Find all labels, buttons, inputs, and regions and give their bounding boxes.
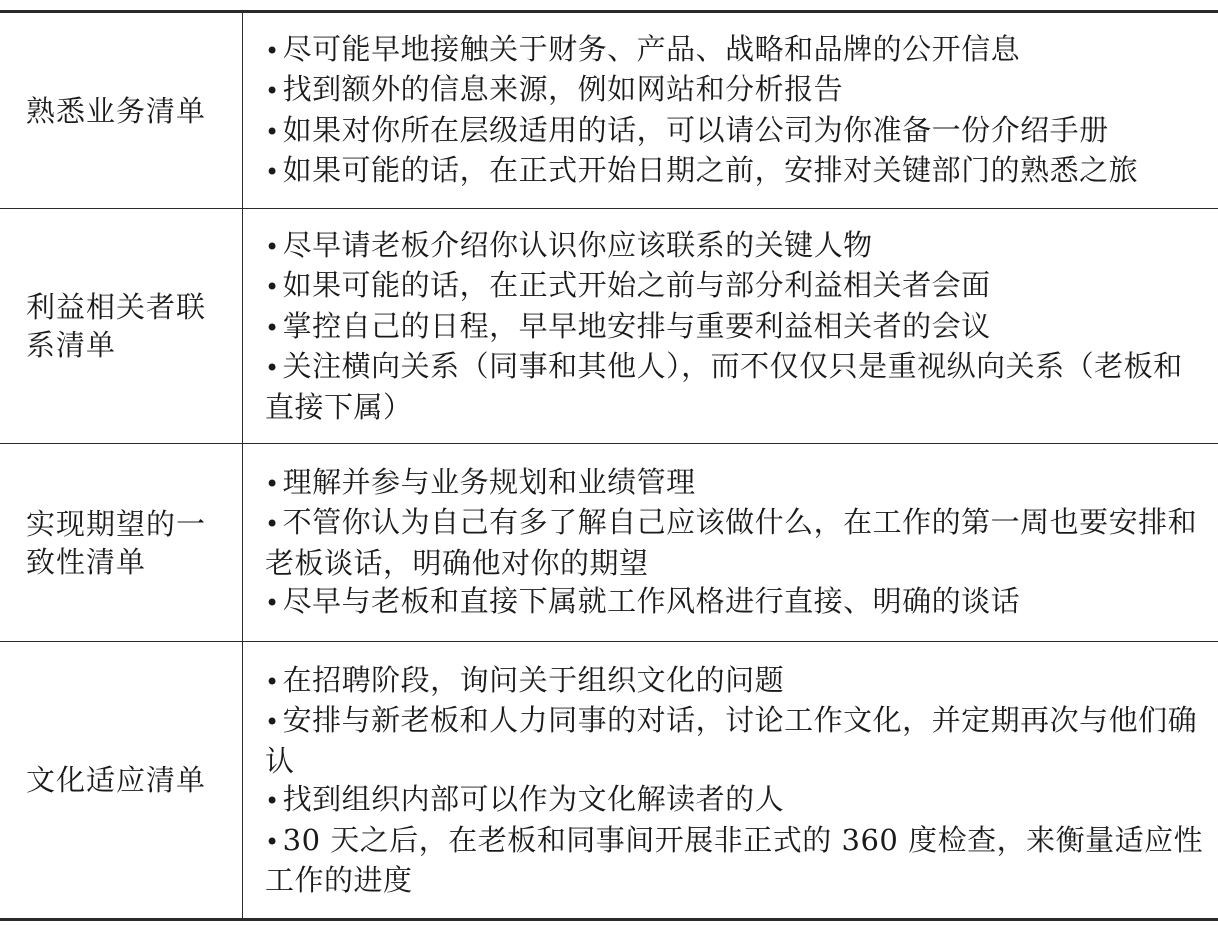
list-item: • 不管你认为自己有多了解自己应该做什么，在工作的第一周也要安排和老板谈话，明确他对你的期望 <box>265 505 1198 580</box>
row-label-cell <box>0 12 243 209</box>
list-item: • 尽可能早地接触关于财务、产品、战略和品牌的公开信息 <box>265 31 1021 66</box>
row-items-cell <box>243 209 1218 444</box>
list-item: • 掌控自己的日程，早早地安排与重要利益相关者的会议 <box>265 308 991 343</box>
list-item: • 如果对你所在层级适用的话，可以请公司为你准备一份介绍手册 <box>265 112 1109 147</box>
row-items-cell <box>243 12 1218 209</box>
table-row <box>0 12 1218 209</box>
table-row <box>0 642 1218 920</box>
row-label: 熟悉业务清单 <box>26 93 207 128</box>
list-item: • 如果可能的话，在正式开始日期之前，安排对关键部门的熟悉之旅 <box>265 153 1139 187</box>
row-label-cell <box>0 444 243 642</box>
row-label-cell <box>0 209 243 444</box>
list-item: • 尽早请老板介绍你认识你应该联系的关键人物 <box>265 227 873 262</box>
checklist-table <box>0 10 1218 921</box>
list-item: • 理解并参与业务规划和业绩管理 <box>265 464 696 499</box>
row-label: 文化适应清单 <box>26 763 207 797</box>
list-item: • 如果可能的话，在正式开始之前与部分利益相关者会面 <box>265 268 991 303</box>
row-label-cell <box>0 642 243 920</box>
list-item: • 在招聘阶段，询问关于组织文化的问题 <box>265 662 785 697</box>
list-item: • 尽早与老板和直接下属就工作风格进行直接、明确的谈话 <box>265 584 1021 618</box>
list-item: • 关注横向关系（同事和其他人），而不仅仅只是重视纵向关系（老板和直接下属） <box>265 349 1183 424</box>
list-item: • 找到组织内部可以作为文化解读者的人 <box>265 782 785 816</box>
row-items-cell <box>243 642 1218 920</box>
row-label: 实现期望的一致性清单 <box>26 506 207 579</box>
list-item: • 安排与新老板和人力同事的对话，讨论工作文化，并定期再次与他们确认 <box>265 703 1198 778</box>
list-item: • 找到额外的信息来源，例如网站和分析报告 <box>265 72 844 106</box>
row-items-cell <box>243 444 1218 642</box>
table-row <box>0 444 1218 642</box>
row-label: 利益相关者联系清单 <box>26 290 207 362</box>
table-row <box>0 209 1218 444</box>
list-item: • 30 天之后，在老板和同事间开展非正式的 360 度检查，来衡量适应性工作的进度 <box>265 822 1204 897</box>
